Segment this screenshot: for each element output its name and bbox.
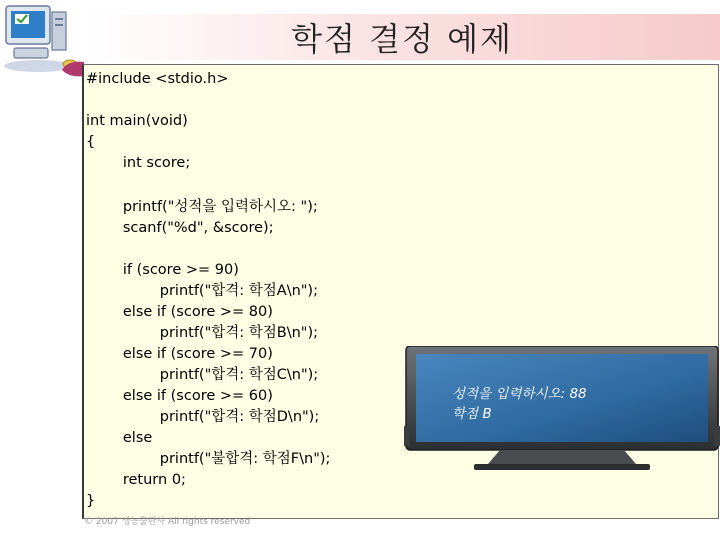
code-line: int main(void) — [86, 113, 188, 129]
code-line: return 0; — [86, 472, 186, 488]
code-line: } — [86, 493, 96, 509]
slide-title: 학점 결정 예제 — [291, 20, 513, 58]
code-line: if (score >= 90) — [86, 262, 239, 278]
code-line: printf("불합격: 학점F\n"); — [86, 451, 331, 467]
output-line-grade: 학점 B — [452, 406, 492, 422]
code-line: else if (score >= 70) — [86, 346, 273, 362]
code-line: else if (score >= 60) — [86, 388, 273, 404]
code-line: { — [86, 134, 96, 150]
code-line: #include <stdio.h> — [86, 71, 229, 87]
code-line: printf("합격: 학점D\n"); — [86, 409, 320, 425]
code-line: else if (score >= 80) — [86, 304, 273, 320]
code-line: scanf("%d", &score); — [86, 220, 274, 236]
code-line: printf("합격: 학점B\n"); — [86, 325, 319, 341]
code-line: printf("합격: 학점C\n"); — [86, 367, 319, 383]
code-line: else — [86, 430, 153, 446]
code-line: int score; — [86, 155, 191, 171]
output-line-prompt: 성적을 입력하시오: 88 — [452, 386, 587, 402]
copyright-text: © 2007 생능출판사 All rights reserved — [84, 517, 251, 527]
code-line: printf("성적을 입력하시오: "); — [86, 199, 318, 215]
code-line: printf("합격: 학점A\n"); — [86, 283, 318, 299]
